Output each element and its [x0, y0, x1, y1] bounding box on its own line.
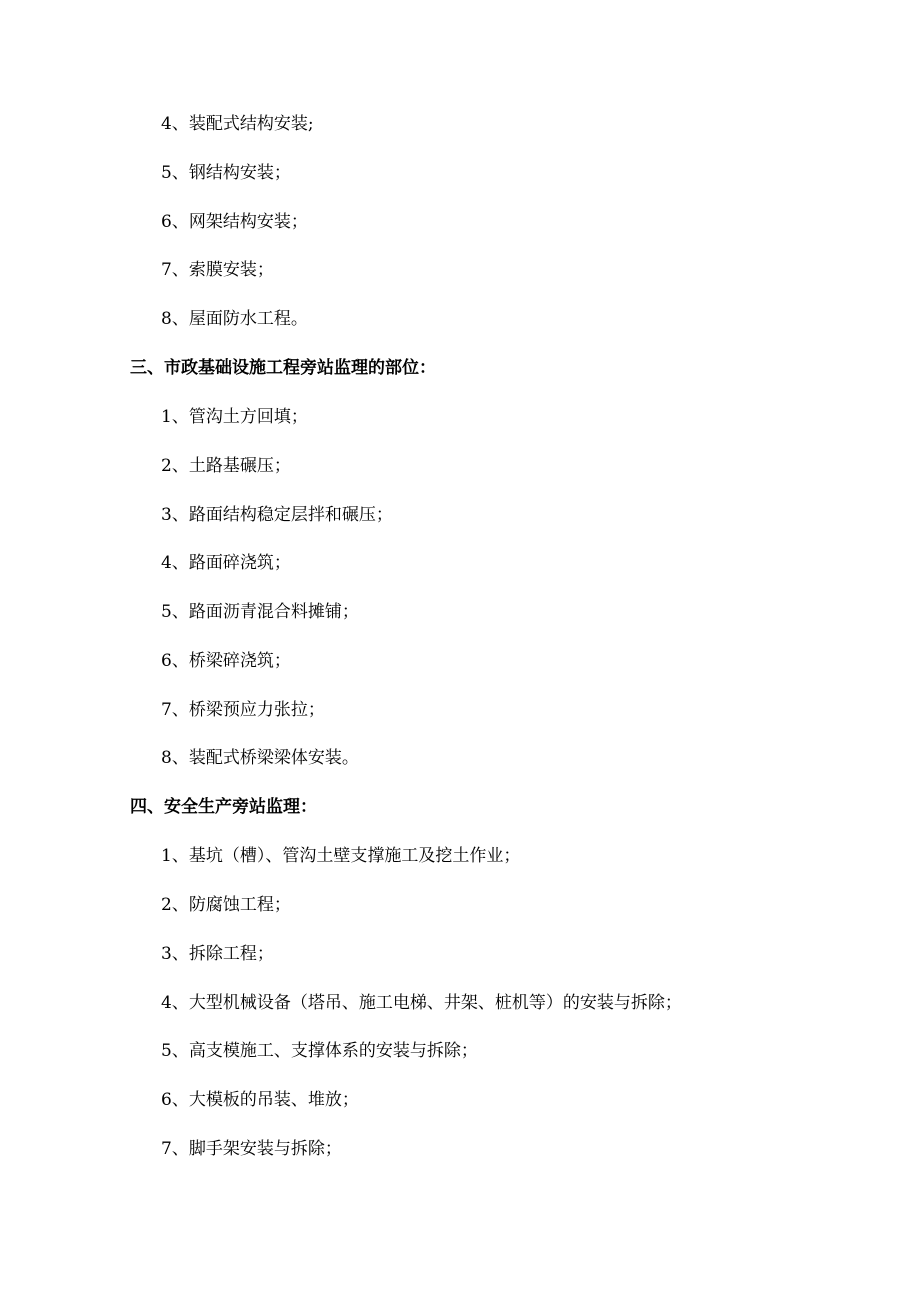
list-item: 6、大模板的吊装、堆放； [161, 1090, 359, 1110]
list-item: 2、防腐蚀工程； [161, 895, 291, 915]
section-heading-safety: 四、安全生产旁站监理： [130, 797, 317, 817]
list-item: 8、屋面防水工程。 [161, 309, 308, 329]
list-item: 7、桥梁预应力张拉； [161, 700, 325, 720]
list-item: 8、装配式桥梁梁体安装。 [161, 748, 359, 768]
list-item: 1、基坑（槽）、管沟土壁支撑施工及挖土作业； [161, 846, 521, 866]
list-item: 6、网架结构安装； [161, 212, 308, 232]
list-item: 7、索膜安装； [161, 260, 274, 280]
list-item: 5、钢结构安装； [161, 163, 291, 183]
list-item: 7、脚手架安装与拆除； [161, 1139, 342, 1159]
list-item: 3、路面结构稳定层拌和碾压； [161, 505, 393, 525]
list-item: 6、桥梁碎浇筑； [161, 651, 291, 671]
section-heading-municipal: 三、市政基础设施工程旁站监理的部位： [130, 358, 436, 378]
list-item: 5、路面沥青混合料摊铺； [161, 602, 359, 622]
list-item: 2、土路基碾压； [161, 456, 291, 476]
list-item: 5、高支模施工、支撑体系的安装与拆除； [161, 1041, 478, 1061]
list-item: 4、大型机械设备（塔吊、施工电梯、井架、桩机等）的安装与拆除； [161, 993, 682, 1013]
list-item: 3、拆除工程； [161, 944, 274, 964]
list-item: 1、管沟土方回填； [161, 407, 308, 427]
list-item: 4、装配式结构安装; [161, 114, 314, 134]
list-item: 4、路面碎浇筑； [161, 553, 291, 573]
